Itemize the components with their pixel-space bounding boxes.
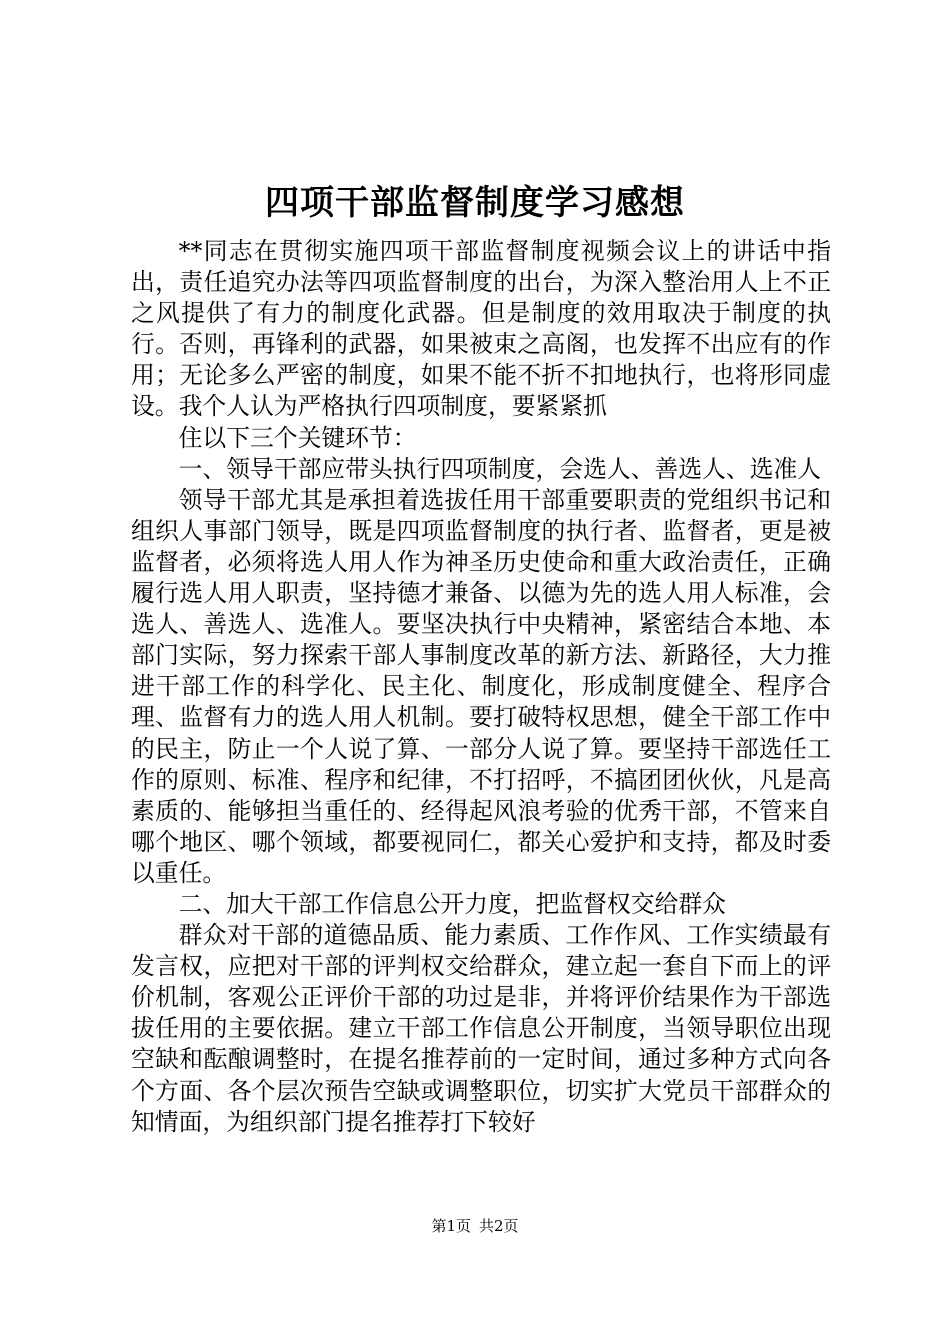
paragraph-section-2: 群众对干部的道德品质、能力素质、工作作风、工作实绩最有发言权，应把对干部的评判权交给群众，建立起一套自下而上的评价机制，客观公正评价干部的功过是非，并将评价结果作为干部选拔任用的主要依据。建立干部工作信息公开制度，当领导职位出现空缺和酝酿调整时，在提名推荐前的一定时间，通过多种方式向各个方面、各个层次预告空缺或调整职位，切实扩大党员干部群众的知情面，为组织部门提名推荐打下较好	[131, 921, 831, 1136]
document-body	[131, 236, 831, 1138]
paragraph-section-1: 领导干部尤其是承担着选拔任用干部重要职责的党组织书记和组织人事部门领导，既是四项监督制度的执行者、监督者，更是被监督者，必须将选人用人作为神圣历史使命和重大政治责任，正确履行选人用人职责，坚持德才兼备、以德为先的选人用人标准，会选人、善选人、选准人。要坚决执行中央精神，紧密结合本地、本部门实际，努力探索干部人事制度改革的新方法、新路径，大力推进干部工作的科学化、民主化、制度化，形成制度健全、程序合理、监督有力的选人用人机制。要打破特权思想，健全干部工作中的民主，防止一个人说了算、一部分人说了算。要坚持干部选任工作的原则、标准、程序和纪律，不打招呼，不搞团团伙伙，凡是高素质的、能够担当重任的、经得起风浪考验的优秀干部，不管来自哪个地区、哪个领域，都要视同仁，都关心爱护和支持，都及时委以重任。	[131, 485, 831, 887]
section-heading-2: 二、加大干部工作信息公开力度，把监督权交给群众	[178, 889, 726, 918]
section-heading-1: 一、领导干部应带头执行四项制度，会选人、善选人、选准人	[178, 454, 822, 483]
paragraph-intro-continued: 住以下三个关键环节：	[178, 423, 417, 452]
page-total: 共2页	[479, 1217, 519, 1235]
paragraph-intro: **同志在贯彻实施四项干部监督制度视频会议上的讲话中指出，责任追究办法等四项监督制度的出台，为深入整治用人上不正之风提供了有力的制度化武器。但是制度的效用取决于制度的执行。否则，再锋利的武器，如果被束之高阁，也发挥不出应有的作用；无论多么严密的制度，如果不能不折不扣地执行，也将形同虚设。我个人认为严格执行四项制度，要紧紧抓	[131, 237, 831, 421]
page-title: 四项干部监督制度学习感想	[265, 183, 685, 223]
page-footer	[0, 1216, 950, 1236]
page-number: 第1页	[431, 1217, 471, 1235]
